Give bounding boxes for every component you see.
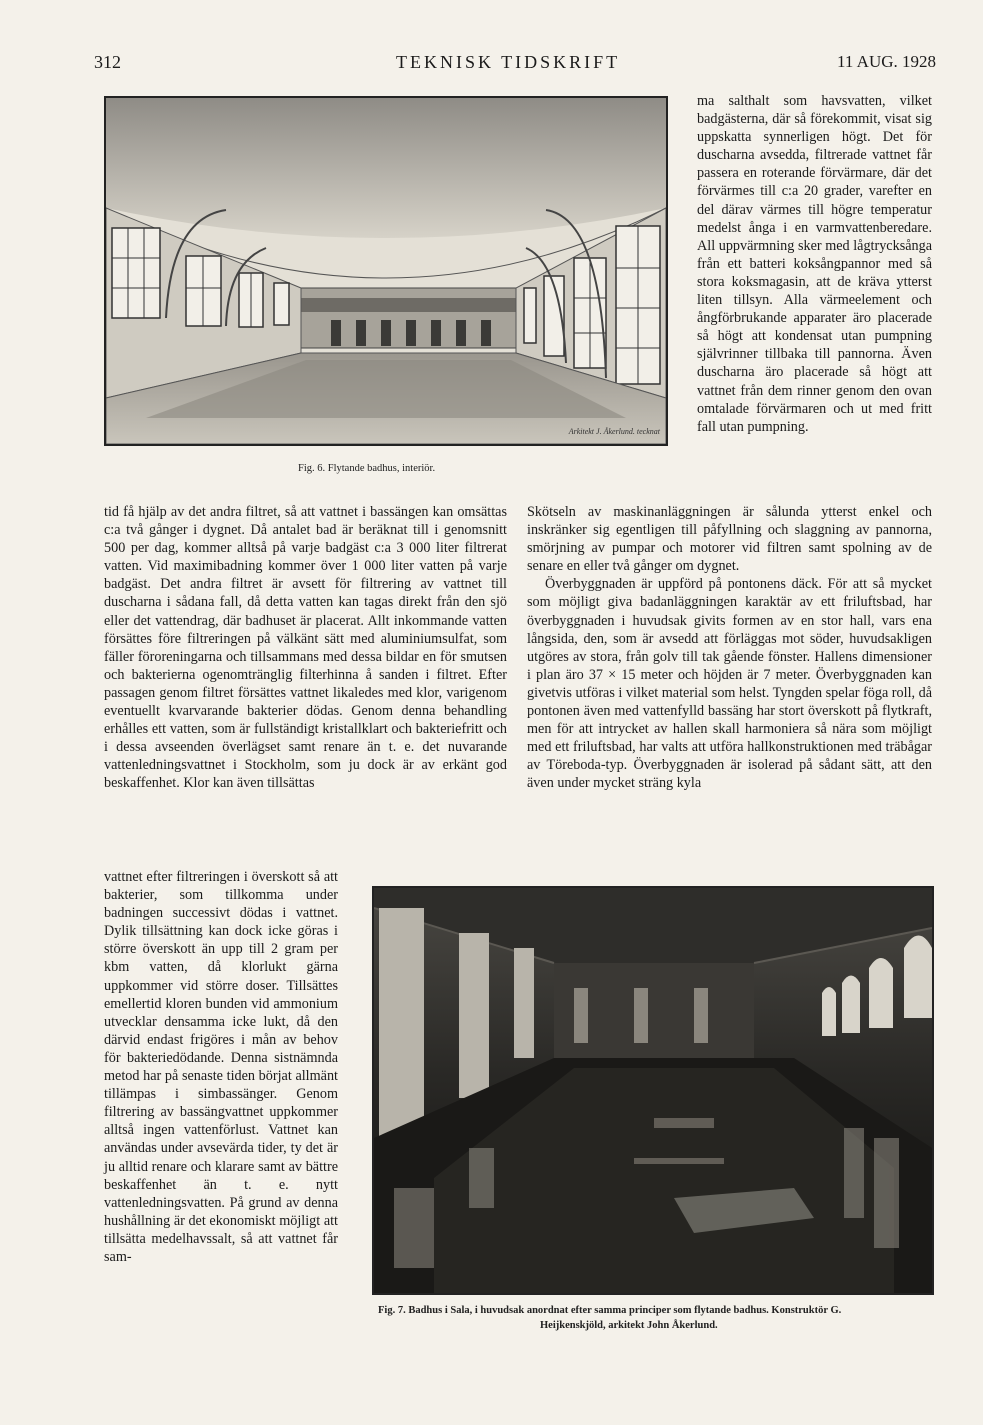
fig6-signature: Arkitekt J. Åkerlund. tecknat [568,427,660,436]
issue-date: 11 AUG. 1928 [837,52,937,71]
paragraph: tid få hjälp av det andra filtret, så att vattnet i bassängen kan omsättas c:a två gånger i dygnet. Då antalet bad är beräknat till i genomsnitt 500 per dag, kommer alltså på varje badgäst c:a 3 000 liter filtrerat vatten. Vid maximibadning kommer över 1 000 liter vatten på varje badgäst. Det andra filtret är avsett för filtrering av vattnet till duscharna i sådana fall, då detta vatten kan tagas direkt från den sjö eller det vattendrag, där badhuset är placerat. Allt inkommande vatten försättes före filtreringen på välkänt sätt med aluminiumsulfat, som fäller föroreningarna och tillsammans med dessa bildar en för smutsen och bakterierna ogenomtränglig filterhinna å sanden i filtret. Efter passagen genom filtret försättes vattnet likaledes med klor, varigenom eventuellt kvarvarande bakterier dödas. Genom denna behandling erhålles ett vatten, som är fullständigt kristallklart och bakteriefritt och i dessa avseenden överlägset samt renare än t. e. det nuvarande vattenledningsvattnet i Stockholm, som ju dock är av erkänt god beskaffenhet. Klor kan även tillsättas [104,504,507,792]
paragraph: Överbyggnaden är uppförd på pontonens däck. För att så mycket som möjligt giva badanläggningen karaktär av ett friluftsbad, har överbyggnaden i huvudsak givits formen av en stor hall, vars ena långsida, den, som är avsedd att förläggas mot söder, huvudsakligen utgöres av stora, från golv till tak gående fönster. Hallens dimensioner i plan äro 37 × 15 meter och höjden är 7 meter. Överbyggnaden kan givetvis utföras i vilket material som helst. Tyngden spelar föga roll, då pontonen även med vattenfylld bassäng har stort överskott på flytkraft, men för att intrycket av hallen skall harmoniera så nära som möjligt med ett friluftsbad, har valts att utföra hallkonstruktionen med träbågar av Töreboda-typ. Överbyggnaden är isolerad på sådant sätt, att den även under mycket sträng kyla [527,576,932,792]
text-left-middle [104,503,507,793]
paragraph: vattnet efter filtreringen i överskott så att bakterier, som tillkomma under badningen successivt dödas i vattnet. Dylik tillsättning kan dock icke göras i större överskott än upp till 2 gram per kbm vatten, då klorlukt gärna uppkommer vid större doser. Tillsättes emellertid kloren bunden vid ammonium utvecklar densamma icke lukt, då den därvid endast frigöres i mån av behov för bakteriedödande. Denna sistnämnda metod har på senaste tiden börjat allmänt tillämpas i simbassänger. Genom filtrering av bassängvattnet uppkommer alltså ingen vattenförlust. Vattnet kan användas under avsevärda tider, ty det är ju alltid renare och klarare samt av bättre beskaffenhet än t. e. nytt vattenledningsvatten. På grund av denna hushållning är det ekonomiskt möjligt att tillsätta medelhavssalt, så att vattnet får sam- [104,869,338,1265]
figure-6-illustration [104,96,668,446]
bath-interior-drawing [106,98,666,444]
text-left-lower [104,868,338,1266]
fig7-caption-line1: Fig. 7. Badhus i Sala, i huvudsak anordnat efter samma principer som flytande badhus. Konstruktör G. [378,1305,842,1316]
fig7-caption-line2: Heijkenskjöld, arkitekt John Åkerlund. [540,1320,718,1331]
page-number: 312 [94,52,121,72]
paragraph: ma salthalt som havsvatten, vilket badgästerna, där så förekommit, visat sig uppskatta synnerligen högt. Det för duscharna avsedda, filtrerade vattnet får passera en roterande förvärmare, där det förvärmes till c:a 20 grader, varefter en del därav värmes till högre temperatur medelst ånga i en varmvattenberedare. All uppvärmning sker med lågtrycksånga från ett batteri koksångpannor med så stora koksmagasin, att de kräva ytterst liten tillsyn. Alla värmeelement och ångförbrukande apparater äro placerade så högt att kondensat utan pumpning självrinner tillbaka till pannorna. Även duscharna äro placerade så högt att vattnet från dem rinner genom den ovan omtalade förvärmaren och ut med fritt fall utan pumpning. [697,93,932,435]
journal-title: TEKNISK TIDSKRIFT [396,52,621,72]
bath-hall-photo [374,888,932,1293]
fig6-caption: Fig. 6. Flytande badhus, interiör. [298,463,436,474]
text-right-middle [527,503,932,793]
paragraph: Skötseln av maskinanläggningen är sålunda ytterst enkel och inskränker sig egentligen till påfyllning och slaggning av pannorna, smörjning av pumpar och motorer vid filtren samt spolning av de senare en eller två gånger om dygnet. [527,504,932,575]
figure-7-photo [372,886,934,1295]
text-right-upper [697,92,932,436]
